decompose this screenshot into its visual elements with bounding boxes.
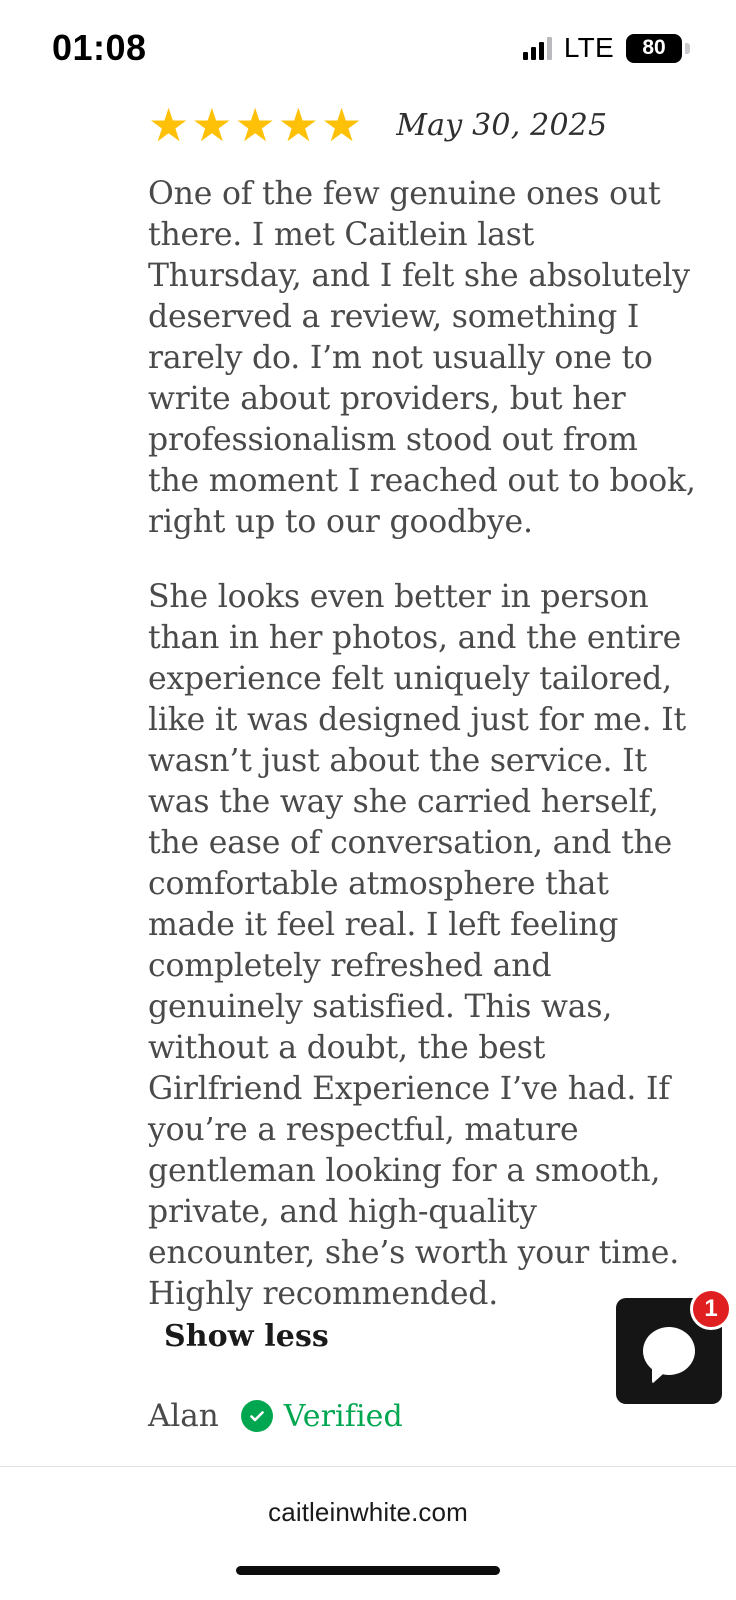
battery-icon [626,34,682,63]
status-indicators [523,32,682,64]
show-less-toggle[interactable]: Show less [164,1319,329,1354]
review-paragraph: She looks even better in person than in her photos, and the entire experience felt uniquely tailored, like it was designed just for me. It wasn’t just about the service. It was the way she carried herself, the ease of conversation, and the comfortable atmosphere that made it feel real. I left feeling completely refreshed and genuinely satisfied. This was, without a doubt, the best Girlfriend Experience I’ve had. If you’re a respectful, mature gentleman looking for a smooth, private, and high-quality encounter, she’s worth your time. Highly recommended. [148,579,686,1312]
chat-bubble-icon [643,1327,695,1375]
star-icon: ★ [321,99,363,151]
status-badge [241,1399,403,1434]
review-date: May 30, 2025 [396,107,608,143]
chat-unread-badge: 1 [690,1288,732,1330]
verified-check-icon [241,1400,273,1432]
chat-widget-button[interactable] [616,1295,722,1404]
review-text [148,174,696,1315]
star-rating [148,99,363,151]
star-icon: ★ [148,99,190,151]
star-icon: ★ [234,99,276,151]
verified-label: Verified [283,1398,403,1434]
reviewer-info [148,1398,696,1434]
site-domain-label: caitleinwhite.com [268,1497,468,1527]
review-paragraph: One of the few genuine ones out there. I met Caitlein last Thursday, and I felt she absolutely deserved a review, something I rarely do. I’m not usually one to write about providers, but her professionalism stood out from the moment I reached out to book, right up to our goodbye. [148,176,696,540]
star-icon: ★ [277,99,319,151]
browser-address-bar[interactable] [0,1466,736,1558]
reviewer-name: Alan [148,1398,219,1434]
network-type-label: LTE [563,32,614,63]
page-content [0,96,736,1466]
battery-percent-label: 80 [642,36,666,59]
status-bar [0,0,736,96]
star-icon: ★ [191,99,233,151]
status-clock: 01:08 [52,27,147,68]
review-header [148,99,696,151]
signal-bars-icon [523,36,552,60]
home-indicator[interactable] [236,1566,500,1575]
home-indicator-area [0,1558,736,1600]
review-card [0,96,736,1434]
